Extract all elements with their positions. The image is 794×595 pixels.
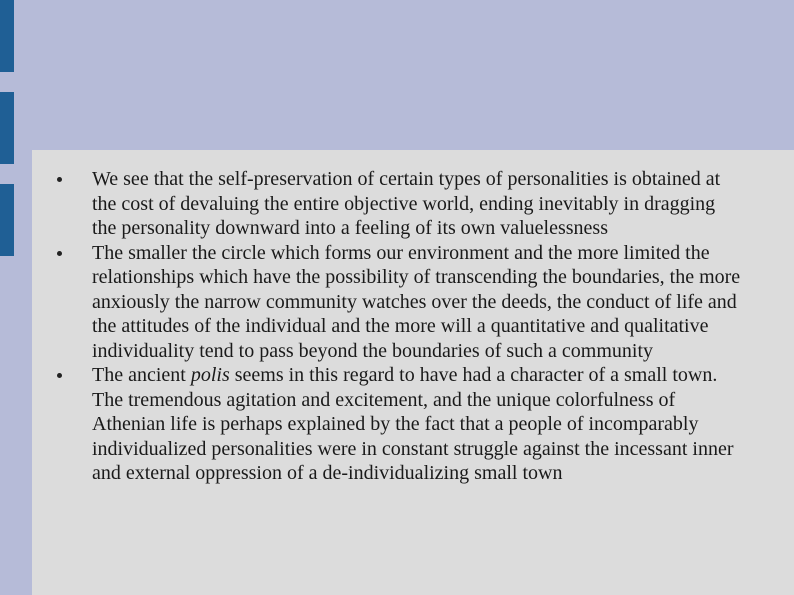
bullet-text: The smaller the circle which forms our environment and the more limited the relationships which have the possibility of transcending the boundaries, the more anxiously the narrow community watches over the deeds, the conduct of life and the attitudes of the individual and the more will a quantitative and qualitative individuality tend to pass beyond the boundaries of such a community <box>92 241 741 362</box>
bullet-dot-icon <box>57 177 62 182</box>
left-edge-bar <box>0 0 14 72</box>
bullet-item <box>0 167 794 241</box>
emphasized-term: polis <box>190 364 230 386</box>
bullet-item <box>0 363 794 486</box>
bullet-dot-icon <box>57 373 62 378</box>
bullet-dot-icon <box>57 251 62 256</box>
bullet-text-end: seems in this regard to have had a character of a small town. The tremendous agitation and excitement, and the unique colorfulness of Athenian life is perhaps explained by the fact that a people of incomparably individualized personalities were in constant struggle against the incessant inner and external oppression of a de-individualizing small town <box>92 364 734 484</box>
bullet-text-start: The ancient <box>92 364 191 386</box>
bullet-text: We see that the self-preservation of certain types of personalities is obtained at the cost of devaluing the entire objective world, ending inevitably in dragging the personality downward into a feeling of its own valuelessness <box>92 168 721 239</box>
bullet-item <box>0 241 794 364</box>
left-edge-bar <box>0 92 14 164</box>
bullet-text <box>92 364 733 484</box>
bullet-list <box>0 167 794 486</box>
